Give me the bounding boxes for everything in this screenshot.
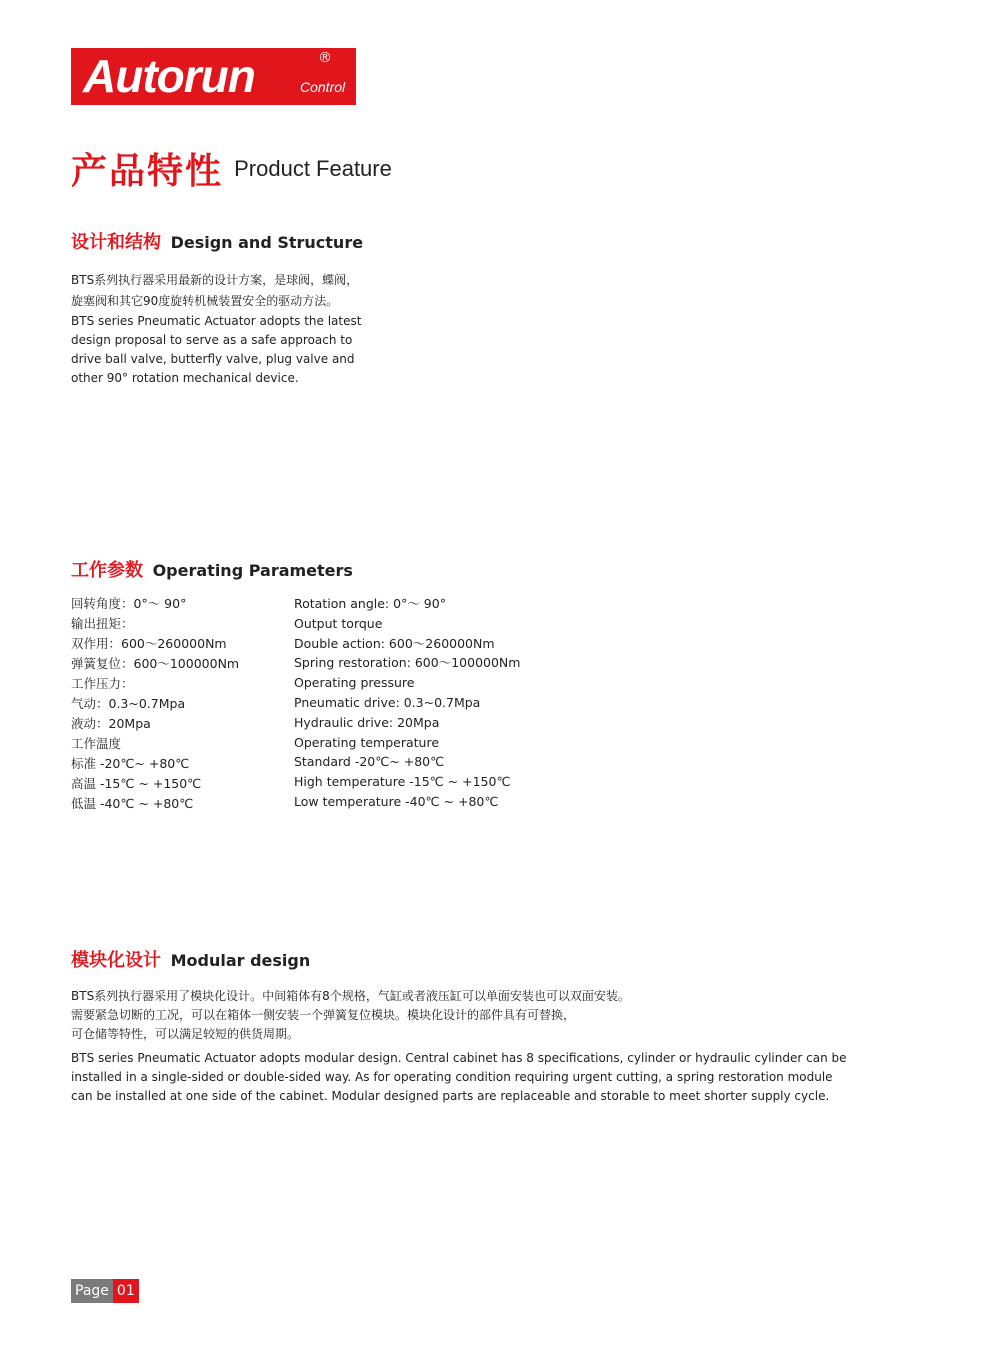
param-cn: 双作用：600～260000Nm [71,636,227,651]
param-cn: 工作温度 [71,736,122,751]
modular-heading-cn: 模块化设计 [71,950,161,971]
param-cn: 弹簧复位：600～100000Nm [71,656,240,671]
logo-subtitle: Control [300,79,346,95]
page-indicator [71,1279,139,1303]
page-title-en: Product Feature [234,155,392,181]
param-cn: 标准 -20℃~ +80℃ [71,756,190,771]
param-cn: 回转角度：0°～ 90° [71,596,187,611]
design-heading [71,228,363,254]
params-list-cn [71,594,239,814]
modular-en-line: BTS series Pneumatic Actuator adopts modular design. Central cabinet has 8 specifications, cylinder or hydraulic cylinder can be [71,1051,847,1065]
modular-en-line: installed in a single-sided or double-sided way. As for operating condition requiring urgent cutting, a spring restoration module [71,1070,833,1084]
param-cn: 低温 -40℃ ~ +80℃ [71,796,194,811]
design-en-line: other 90° rotation mechanical device. [71,371,299,385]
page-number: 01 [113,1279,139,1303]
design-en-line: BTS series Pneumatic Actuator adopts the latest [71,314,362,328]
design-cn-line: BTS系列执行器采用最新的设计方案，是球阀，蝶阀， [71,273,359,287]
modular-cn-line: BTS系列执行器采用了模块化设计。中间箱体有8个规格，气缸或者液压缸可以单面安装也可以双面安装。 [71,989,630,1003]
param-en: Spring restoration: 600～100000Nm [294,655,521,671]
modular-text-cn [71,987,630,1044]
param-en: Operating temperature [294,734,440,750]
design-text-cn [71,270,358,312]
param-en: Double action: 600～260000Nm [294,635,495,651]
brand-logo [71,48,356,105]
param-en: Standard -20℃~ +80℃ [294,754,445,770]
design-text-en [71,312,361,388]
param-en: Rotation angle: 0°～ 90° [294,596,446,611]
design-en-line: drive ball valve, butterfly valve, plug valve and [71,352,355,366]
param-en: High temperature -15℃ ~ +150℃ [294,774,511,790]
modular-heading [71,946,310,972]
param-cn: 高温 -15℃ ~ +150℃ [71,776,202,791]
logo-wordmark: Autorun [83,50,255,102]
param-en: Pneumatic drive: 0.3~0.7Mpa [294,694,481,710]
design-en-line: design proposal to serve as a safe approach to [71,333,353,347]
param-en: Operating pressure [294,675,415,691]
design-cn-line: 旋塞阀和其它90度旋转机械装置安全的驱动方法。 [71,294,339,308]
params-heading [71,556,353,582]
params-heading-en: Operating Parameters [152,561,353,580]
params-heading-cn: 工作参数 [71,560,143,581]
modular-en-line: can be installed at one side of the cabinet. Modular designed parts are replaceable and storable to meet shorter supply cycle. [71,1089,830,1103]
param-cn: 输出扭矩： [71,616,134,631]
param-cn: 液动：20Mpa [71,716,151,731]
modular-cn-line: 可仓储等特性，可以满足较短的供货周期。 [71,1027,300,1041]
param-cn: 气动：0.3~0.7Mpa [71,696,186,711]
design-heading-cn: 设计和结构 [71,232,161,253]
param-en: Output torque [294,615,383,631]
param-cn: 工作压力： [71,676,134,691]
page-title [71,143,392,194]
modular-text-en [71,1049,847,1106]
page-label: Page [71,1279,113,1303]
design-heading-en: Design and Structure [170,233,364,252]
page-title-cn: 产品特性 [71,151,224,192]
registered-mark: ® [318,50,332,66]
param-en: Hydraulic drive: 20Mpa [294,714,440,730]
params-list-en [294,594,520,812]
modular-cn-line: 需要紧急切断的工况，可以在箱体一侧安装一个弹簧复位模块。模块化设计的部件具有可替换， [71,1008,576,1022]
param-en: Low temperature -40℃ ~ +80℃ [294,793,499,809]
modular-heading-en: Modular design [170,951,311,970]
